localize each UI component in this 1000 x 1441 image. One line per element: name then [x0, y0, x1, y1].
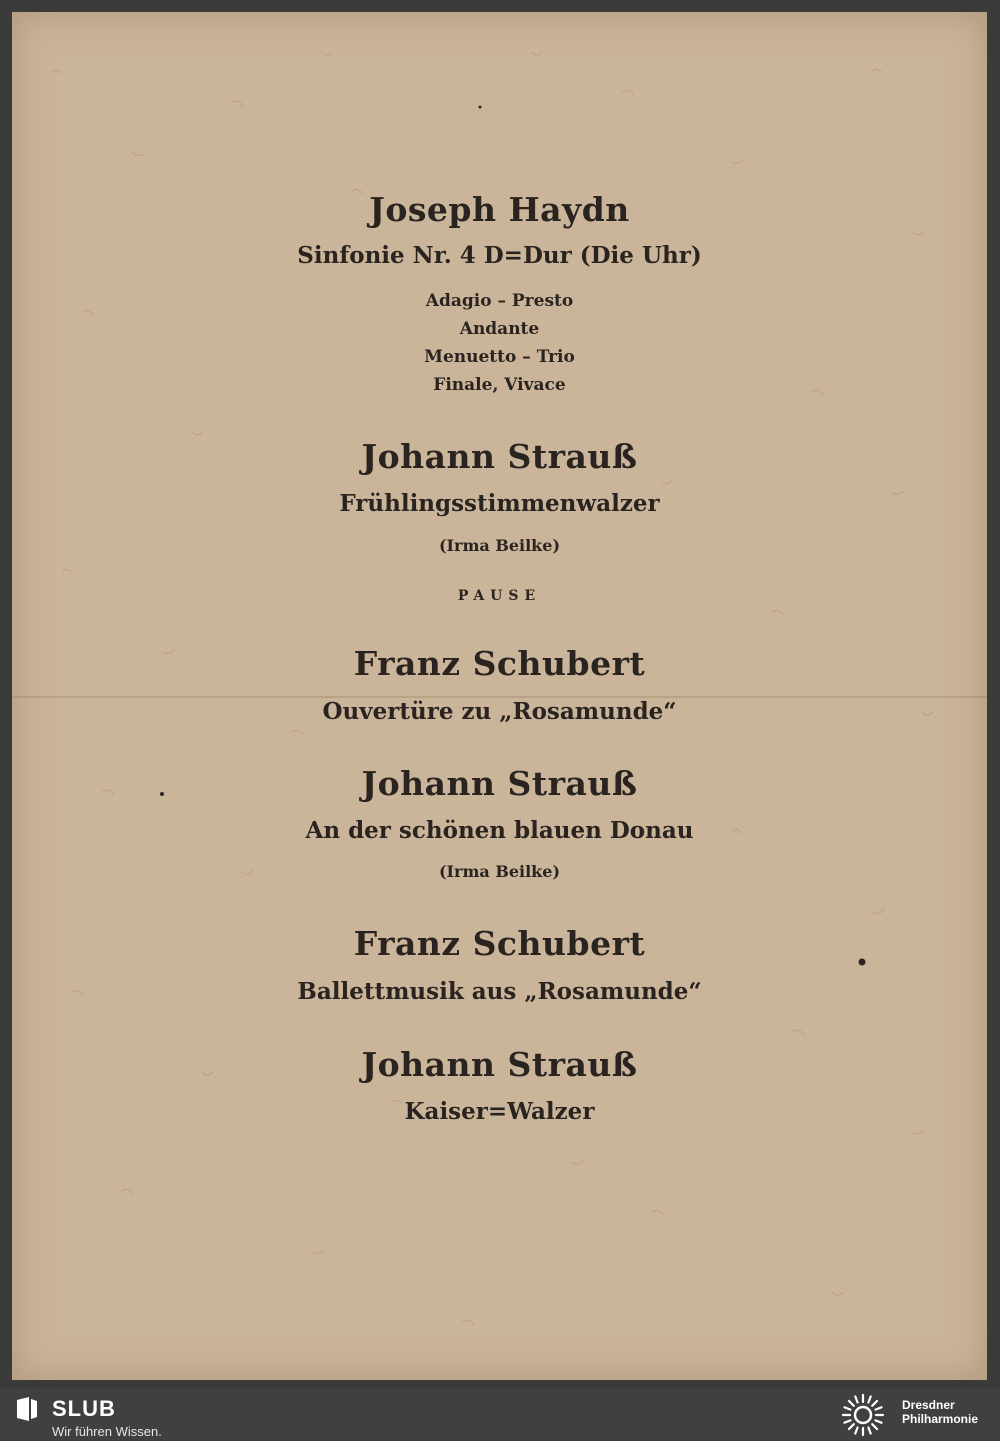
- composer-heading: Franz Schubert: [353, 924, 646, 963]
- work-title: An der schönen blauen Donau: [305, 817, 694, 844]
- program-sheet: [12, 12, 987, 1380]
- library-tagline: Wir führen Wissen.: [52, 1424, 162, 1439]
- movement-item: Menuetto – Trio: [424, 347, 575, 367]
- composer-heading: Joseph Haydn: [369, 190, 630, 229]
- composer-heading: Johann Strauß: [361, 437, 638, 476]
- intermission-label: PAUSE: [457, 588, 542, 604]
- composer-heading: Franz Schubert: [353, 644, 646, 683]
- philharmonie-logo-icon: [840, 1392, 886, 1438]
- partner-name: [902, 1398, 978, 1426]
- soloist-name: (Irma Beilke): [438, 862, 561, 881]
- work-title: Ballettmusik aus „Rosamunde“: [297, 978, 702, 1005]
- work-title: Sinfonie Nr. 4 D=Dur (Die Uhr): [297, 242, 702, 269]
- composer-heading: Johann Strauß: [361, 764, 638, 803]
- composer-heading: Johann Strauß: [361, 1045, 638, 1084]
- partner-line-2: Philharmonie: [902, 1412, 979, 1426]
- partner-line-1: Dresdner: [902, 1398, 955, 1412]
- concert-program: [12, 12, 987, 1380]
- work-title: Ouvertüre zu „Rosamunde“: [322, 698, 677, 725]
- work-title: Frühlingsstimmenwalzer: [339, 490, 660, 517]
- movement-item: Adagio – Presto: [425, 291, 574, 311]
- work-title: Kaiser=Walzer: [404, 1098, 595, 1125]
- footer-bar: [0, 1388, 1000, 1441]
- movement-item: Andante: [459, 319, 540, 339]
- library-name: SLUB: [52, 1396, 116, 1421]
- slub-logo-icon: [14, 1396, 40, 1422]
- soloist-name: (Irma Beilke): [438, 536, 561, 555]
- movement-item: Finale, Vivace: [433, 375, 566, 395]
